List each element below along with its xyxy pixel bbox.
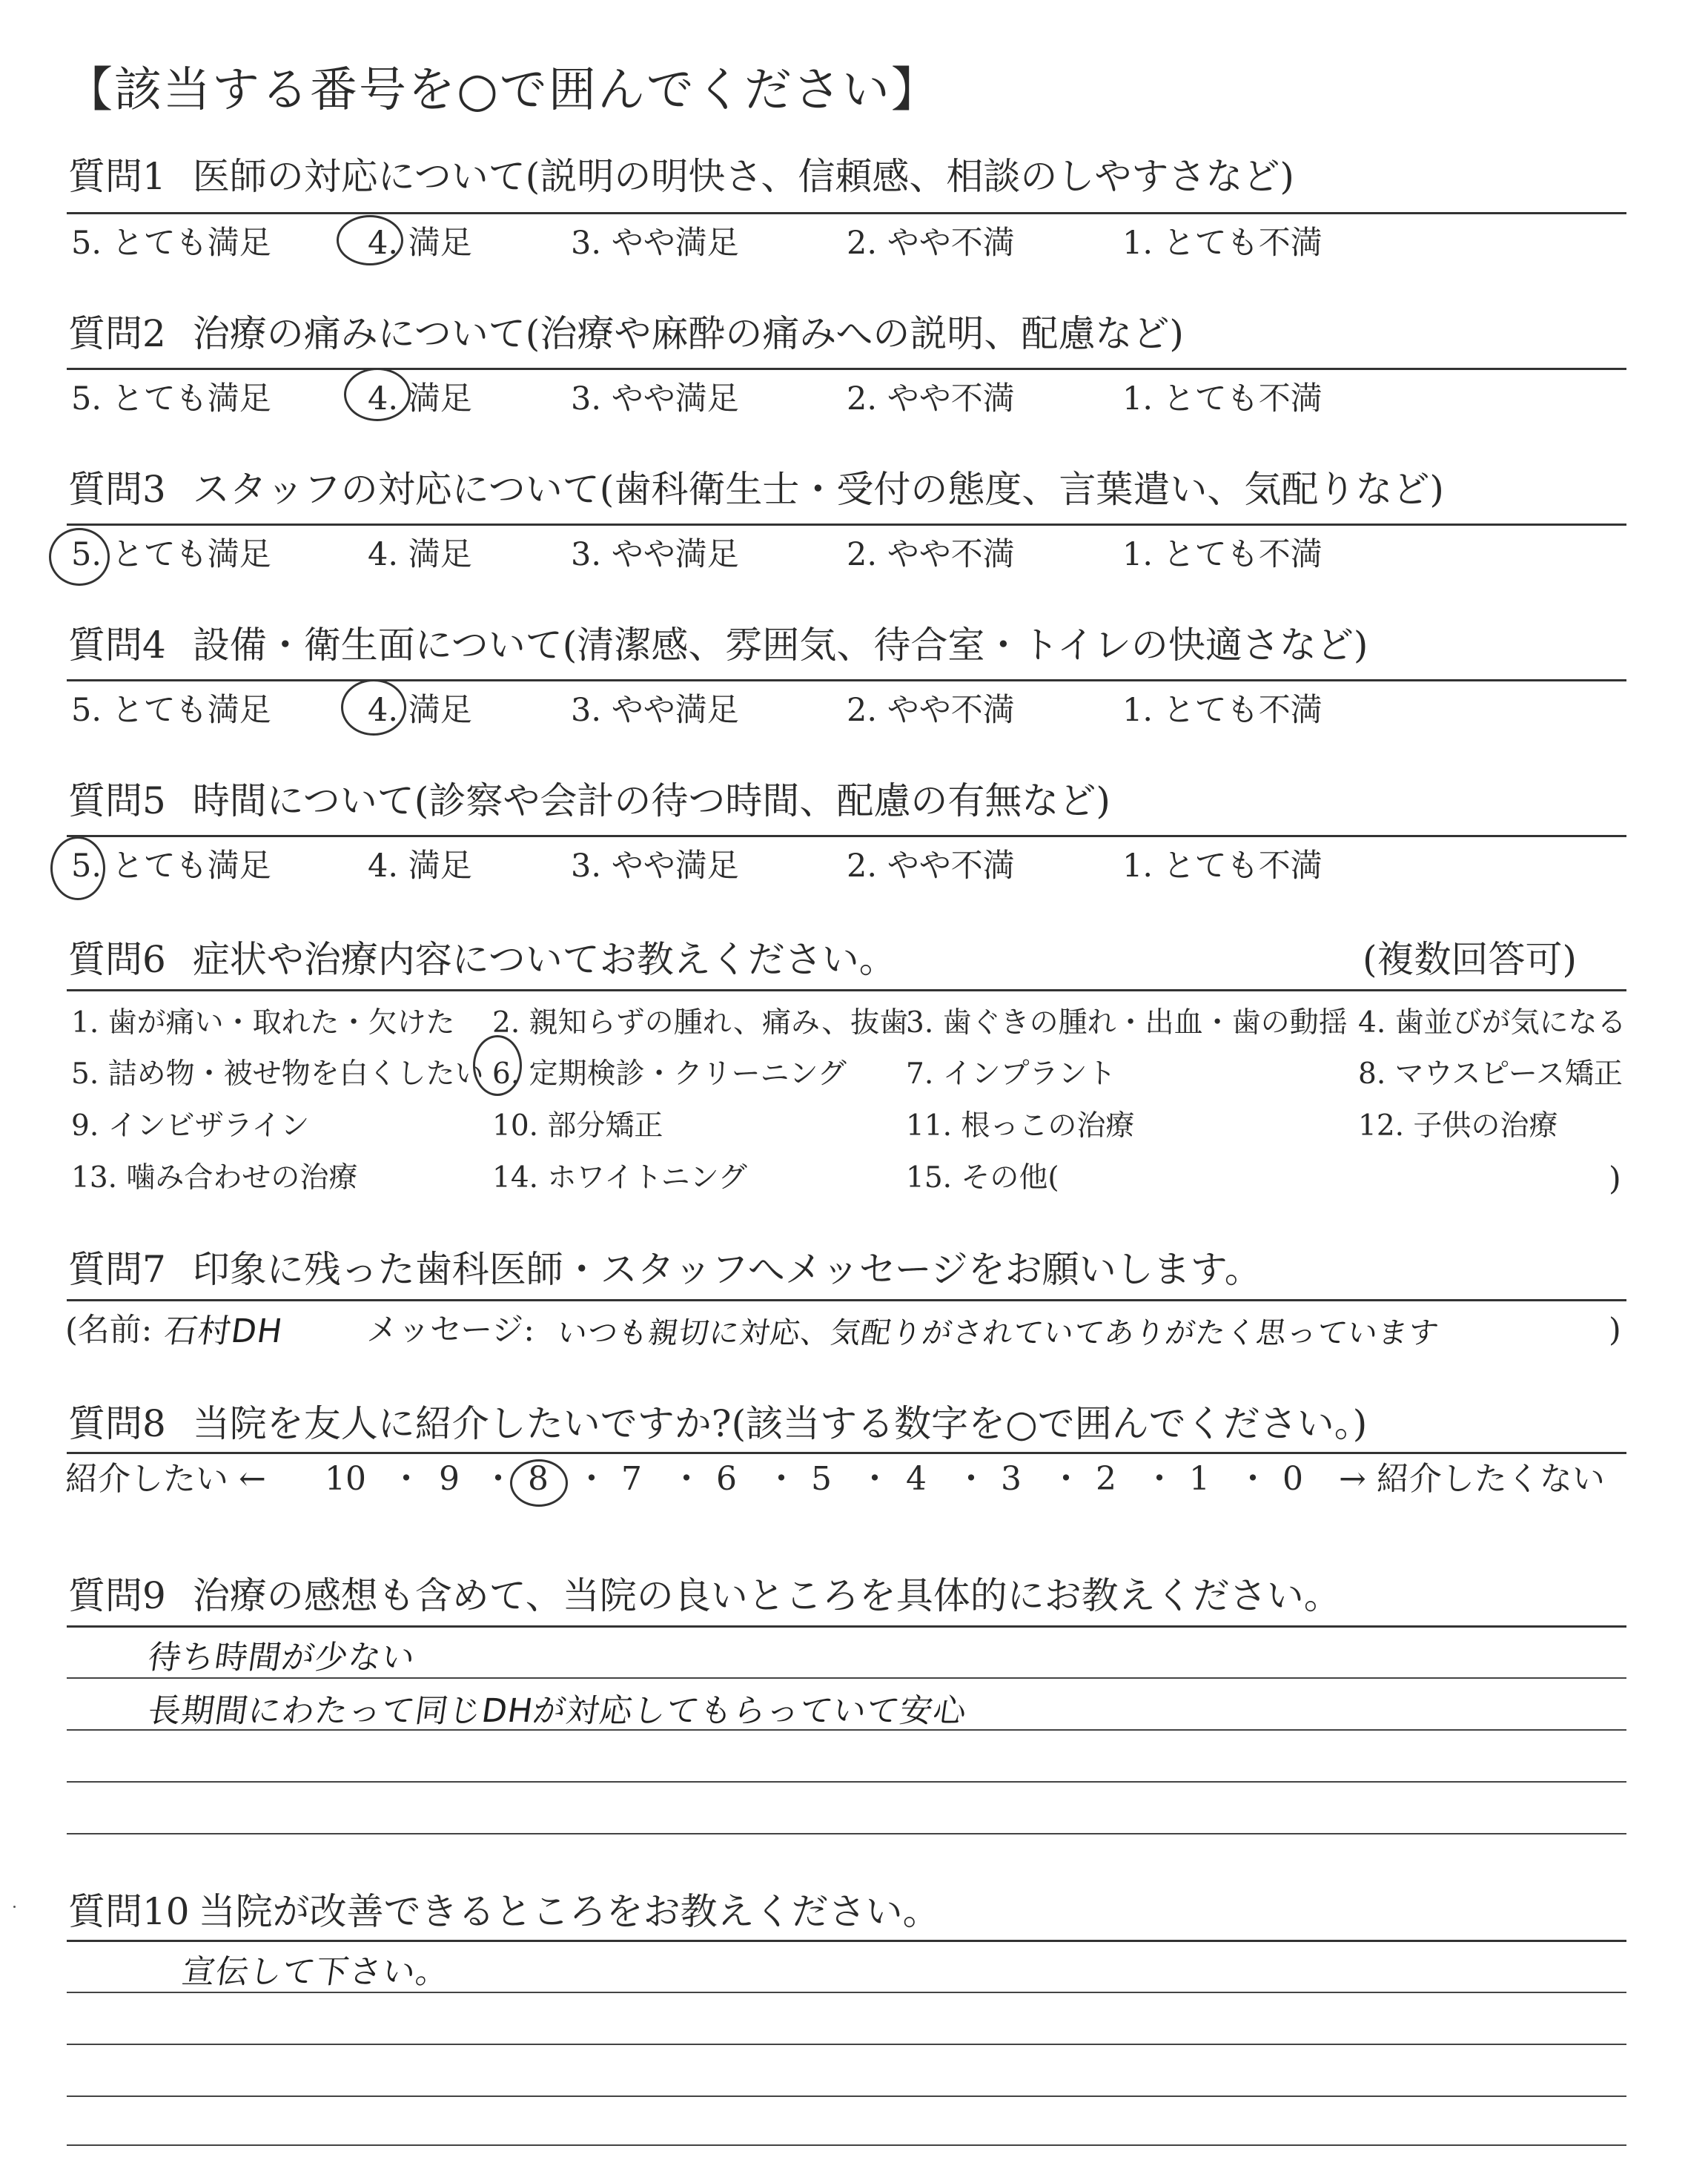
- divider: [67, 989, 1626, 991]
- scale-dot: ・: [670, 1460, 703, 1498]
- answer-line: [67, 1729, 1626, 1731]
- question-text: 時間について(診察や会計の待つ時間、配慮の有無など): [192, 779, 1110, 822]
- question-number: 質問2: [68, 312, 166, 355]
- question-text: 当院を友人に紹介したいですか?(該当する数字を○で囲んでください。): [192, 1402, 1368, 1445]
- divider: [67, 368, 1626, 370]
- scale-value-8[interactable]: 8: [528, 1460, 549, 1498]
- scale-dot: ・: [1050, 1460, 1082, 1498]
- symptom-item[interactable]: 12. 子供の治療: [1358, 1109, 1558, 1143]
- answer-line: [67, 1781, 1626, 1783]
- answer-line: [67, 2144, 1626, 2146]
- question-number: 質問10: [68, 1890, 190, 1933]
- selection-circle: [341, 679, 406, 736]
- message-label: メッセージ:: [366, 1312, 534, 1349]
- option-2[interactable]: 2. やや不満: [847, 225, 1015, 262]
- question-text: スタッフの対応について(歯科衛生士・受付の態度、言葉遣い、気配りなど): [192, 468, 1444, 511]
- question-number: 質問4: [68, 624, 166, 667]
- option-4[interactable]: 4. 満足: [368, 380, 472, 417]
- question-10: [68, 1889, 940, 1934]
- divider: [67, 1452, 1626, 1454]
- question-1: [68, 154, 1294, 199]
- selection-circle: [50, 836, 105, 900]
- scale-left-label: 紹介したい ←: [65, 1460, 266, 1498]
- symptom-item[interactable]: 4. 歯並びが気になる: [1358, 1006, 1626, 1040]
- question-3: [68, 467, 1444, 512]
- selection-circle: [344, 368, 411, 421]
- option-3[interactable]: 3. やや満足: [571, 536, 739, 573]
- option-4[interactable]: 4. 満足: [368, 225, 472, 262]
- option-3[interactable]: 3. やや満足: [571, 848, 739, 885]
- option-5[interactable]: 5. とても満足: [71, 536, 271, 573]
- symptom-item[interactable]: 7. インプラント: [906, 1057, 1116, 1091]
- scan-speck: [13, 1906, 16, 1908]
- question-number: 質問6: [68, 938, 166, 981]
- option-1[interactable]: 1. とても不満: [1122, 225, 1323, 262]
- scale-value-0[interactable]: 0: [1282, 1460, 1303, 1498]
- option-4[interactable]: 4. 満足: [368, 848, 472, 885]
- option-2[interactable]: 2. やや不満: [847, 380, 1015, 417]
- answer-line: [67, 2044, 1626, 2045]
- symptom-item[interactable]: 9. インビザライン: [71, 1109, 310, 1143]
- multiple-answers-note: (複数回答可): [1363, 938, 1578, 981]
- question-number: 質問5: [68, 779, 166, 822]
- question-text: 当院が改善できるところをお教えください。: [198, 1890, 940, 1933]
- question-text: 治療の痛みについて(治療や麻酔の痛みへの説明、配慮など): [192, 312, 1184, 355]
- divider: [67, 212, 1626, 214]
- question-text: 医師の対応について(説明の明快さ、信頼感、相談のしやすさなど): [192, 155, 1294, 198]
- other-close-paren: ): [1609, 1160, 1621, 1198]
- symptom-item[interactable]: 1. 歯が痛い・取れた・欠けた: [71, 1006, 455, 1040]
- question-5: [68, 779, 1110, 823]
- scale-dot: ・: [575, 1460, 608, 1498]
- scale-value-6[interactable]: 6: [716, 1460, 737, 1498]
- message-close-paren: ): [1609, 1312, 1621, 1349]
- option-4[interactable]: 4. 満足: [368, 692, 472, 729]
- symptom-item[interactable]: 2. 親知らずの腫れ、痛み、抜歯: [492, 1006, 909, 1040]
- symptom-item[interactable]: 14. ホワイトニング: [492, 1161, 747, 1195]
- scale-value-3[interactable]: 3: [1001, 1460, 1022, 1498]
- selection-circle: [49, 528, 110, 586]
- option-5[interactable]: 5. とても満足: [71, 225, 271, 262]
- question-number: 質問1: [68, 155, 166, 198]
- symptom-item[interactable]: 3. 歯ぐきの腫れ・出血・歯の動揺: [906, 1006, 1348, 1040]
- scale-value-9[interactable]: 9: [439, 1460, 460, 1498]
- option-1[interactable]: 1. とても不満: [1122, 380, 1323, 417]
- message-text[interactable]: いつも親切に対応、気配りがされていてありがたく思っています: [555, 1316, 1442, 1350]
- option-5[interactable]: 5. とても満足: [71, 848, 271, 885]
- answer-line: [67, 1677, 1626, 1679]
- scale-value-1[interactable]: 1: [1189, 1460, 1210, 1498]
- handwritten-answer[interactable]: 長期間にわたって同じDHが対応してもらっていて安心: [145, 1692, 970, 1730]
- option-5[interactable]: 5. とても満足: [71, 380, 271, 417]
- divider: [67, 1940, 1626, 1942]
- staff-name[interactable]: 石村DH: [162, 1312, 285, 1350]
- symptom-item[interactable]: 10. 部分矯正: [492, 1109, 663, 1143]
- symptom-item[interactable]: 11. 根っこの治療: [906, 1109, 1135, 1143]
- option-3[interactable]: 3. やや満足: [571, 380, 739, 417]
- option-2[interactable]: 2. やや不満: [847, 536, 1015, 573]
- instruction-heading: 【該当する番号を○で囲んでください】: [65, 63, 940, 118]
- name-label: (名前:: [65, 1312, 153, 1349]
- option-3[interactable]: 3. やや満足: [571, 692, 739, 729]
- symptom-item[interactable]: 5. 詰め物・被せ物を白くしたい: [71, 1057, 484, 1091]
- option-1[interactable]: 1. とても不満: [1122, 536, 1323, 573]
- selection-circle: [510, 1459, 568, 1507]
- question-4: [68, 623, 1368, 667]
- question-text: 治療の感想も含めて、当院の良いところを具体的にお教えください。: [192, 1574, 1341, 1617]
- answer-line: [67, 1992, 1626, 1993]
- question-6: [68, 937, 896, 982]
- divider: [67, 679, 1626, 681]
- divider: [67, 1299, 1626, 1301]
- option-1[interactable]: 1. とても不満: [1122, 692, 1323, 729]
- scale-dot: ・: [858, 1460, 891, 1498]
- selection-circle: [473, 1035, 522, 1096]
- scale-value-5[interactable]: 5: [811, 1460, 832, 1498]
- scale-value-2[interactable]: 2: [1096, 1460, 1116, 1498]
- divider: [67, 1625, 1626, 1628]
- symptom-item[interactable]: 8. マウスピース矯正: [1358, 1057, 1623, 1091]
- question-7: [68, 1247, 1262, 1292]
- question-number: 質問7: [68, 1248, 166, 1291]
- scale-value-7[interactable]: 7: [621, 1460, 642, 1498]
- question-text: 設備・衛生面について(清潔感、雰囲気、待合室・トイレの快適さなど): [192, 624, 1368, 667]
- symptom-item[interactable]: 6. 定期検診・クリーニング: [492, 1057, 847, 1091]
- symptom-item[interactable]: 13. 噛み合わせの治療: [71, 1161, 358, 1195]
- handwritten-answer[interactable]: 宣伝して下さい。: [179, 1953, 452, 1991]
- question-2: [68, 311, 1184, 356]
- question-number: 質問9: [68, 1574, 166, 1617]
- answer-line: [67, 1833, 1626, 1834]
- option-2[interactable]: 2. やや不満: [847, 692, 1015, 729]
- scale-dot: ・: [765, 1460, 798, 1498]
- question-text: 印象に残った歯科医師・スタッフへメッセージをお願いします。: [192, 1248, 1262, 1291]
- question-9: [68, 1573, 1341, 1618]
- handwritten-answer[interactable]: 待ち時間が少ない: [145, 1639, 418, 1677]
- option-3[interactable]: 3. やや満足: [571, 225, 739, 262]
- question-8: [68, 1401, 1367, 1446]
- divider: [67, 524, 1626, 526]
- divider: [67, 835, 1626, 837]
- question-number: 質問3: [68, 468, 166, 511]
- option-2[interactable]: 2. やや不満: [847, 848, 1015, 885]
- symptom-item[interactable]: 15. その他(: [906, 1161, 1059, 1195]
- selection-circle: [337, 215, 403, 265]
- scale-dot: ・: [1143, 1460, 1176, 1498]
- scale-dot: ・: [955, 1460, 987, 1498]
- option-4[interactable]: 4. 満足: [368, 536, 472, 573]
- scale-dot: ・: [482, 1460, 514, 1498]
- option-1[interactable]: 1. とても不満: [1122, 848, 1323, 885]
- question-text: 症状や治療内容についてお教えください。: [192, 938, 896, 981]
- scale-right-label: → 紹介したくない: [1339, 1460, 1605, 1498]
- question-number: 質問8: [68, 1402, 166, 1445]
- scale-value-10[interactable]: 10: [325, 1460, 366, 1498]
- option-5[interactable]: 5. とても満足: [71, 692, 271, 729]
- scale-value-4[interactable]: 4: [906, 1460, 927, 1498]
- scale-dot: ・: [1237, 1460, 1269, 1498]
- scale-dot: ・: [390, 1460, 423, 1498]
- answer-line: [67, 2095, 1626, 2097]
